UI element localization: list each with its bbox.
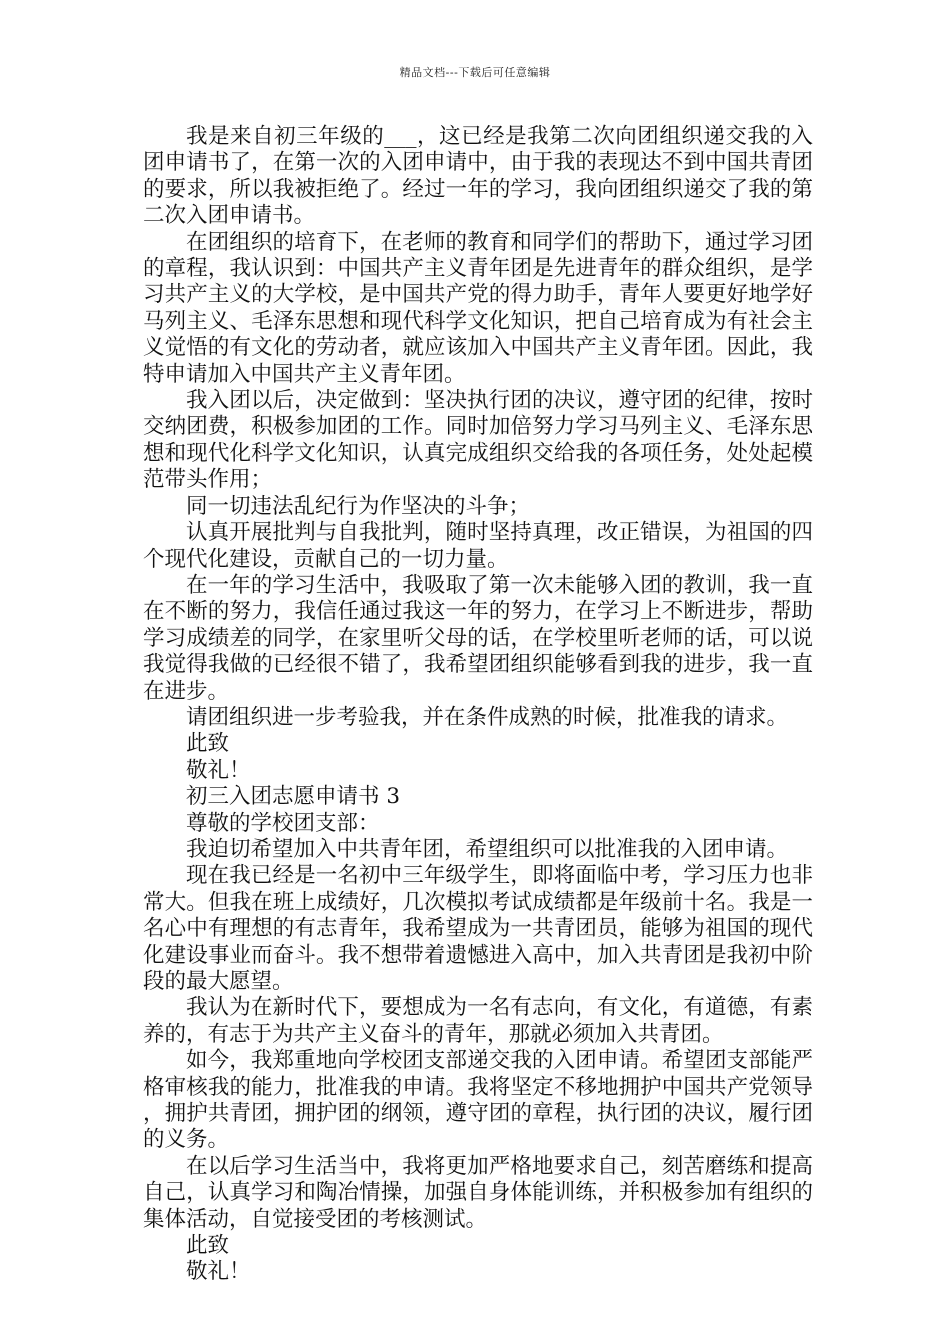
paragraph: 如今，我郑重地向学校团支部递交我的入团申请。希望团支部能严格审核我的能力，批准我的申请。我将坚定不移地拥护中国共产党领导 ，拥护共青团，拥护团的纲领，遵守团的章程，执行团的决议，履行团的义务。 [143,1048,813,1153]
paragraph: 我认为在新时代下，要想成为一名有志向，有文化，有道德，有素养的，有志于为共产主义奋斗的青年，那就必须加入共青团。 [143,995,813,1047]
closing-salutation: 此致 [186,1233,230,1259]
paragraph: 认真开展批判与自我批判，随时坚持真理，改正错误，为祖国的四个现代化建设，贡献自己的一切力量。 [143,520,813,572]
closing-salutation: 此致 [186,731,230,757]
paragraph: 同一切违法乱纪行为作坚决的斗争； [186,493,531,519]
paragraph: 我入团以后，决定做到：坚决执行团的决议，遵守团的纪律，按时交纳团费，积极参加团的工作。同时加倍努力学习马列主义、毛泽东思想和现代化科学文化知识，认真完成组织交给我的各项任务，处处起模范带头作用； [143,388,813,493]
greeting: 尊敬的学校团支部： [186,810,380,836]
page-header: 精品文档---下载后可任意编辑 [399,66,551,79]
paragraph: 我迫切希望加入中共青年团，希望组织可以批准我的入团申请。 [186,836,789,862]
paragraph: 在以后学习生活当中，我将更加严格地要求自己，刻苦磨练和提高自己，认真学习和陶冶情操，加强自身体能训练，并积极参加有组织的集体活动，自觉接受团的考核测试。 [143,1153,813,1232]
paragraph: 在一年的学习生活中，我吸取了第一次未能够入团的教训，我一直在不断的努力，我信任通过我这一年的努力，在学习上不断进步，帮助学习成绩差的同学，在家里听父母的话，在学校里听老师的话，可以说我觉得我做的已经很不错了，我希望团组织能够看到我的进步，我一直在进步。 [143,572,813,704]
closing-regards: 敬礼！ [186,757,251,783]
document-body [143,124,813,1286]
paragraph: 在团组织的培育下，在老师的教育和同学们的帮助下，通过学习团的章程，我认识到：中国共产主义青年团是先进青年的群众组织，是学习共产主义的大学校，是中国共产党的得力助手，青年人要更好地学好马列主义、毛泽东思想和现代科学文化知识，把自己培育成为有社会主义觉悟的有文化的劳动者，就应该加入中国共产主义青年团。因此，我特申请加入中国共产主义青年团。 [143,229,813,387]
paragraph: 请团组织进一步考验我，并在条件成熟的时候，批准我的请求。 [186,704,789,730]
paragraph: 我是来自初三年级的___，这已经是我第二次向团组织递交我的入团申请书了，在第一次的入团申请中，由于我的表现达不到中国共青团的要求，所以我被拒绝了。经过一年的学习，我向团组织递交了我的第二次入团申请书。 [143,124,813,229]
closing-regards: 敬礼！ [186,1259,251,1285]
paragraph: 现在我已经是一名初中三年级学生，即将面临中考，学习压力也非常大。但我在班上成绩好，几次模拟考试成绩都是年级前十名。我是一名心中有理想的有志青年，我希望成为一共青团员，能够为祖国的现代化建设事业而奋斗。我不想带着遗憾进入高中，加入共青团是我初中阶段的最大愿望。 [143,863,813,994]
section-title: 初三入团志愿申请书 3 [186,784,401,810]
